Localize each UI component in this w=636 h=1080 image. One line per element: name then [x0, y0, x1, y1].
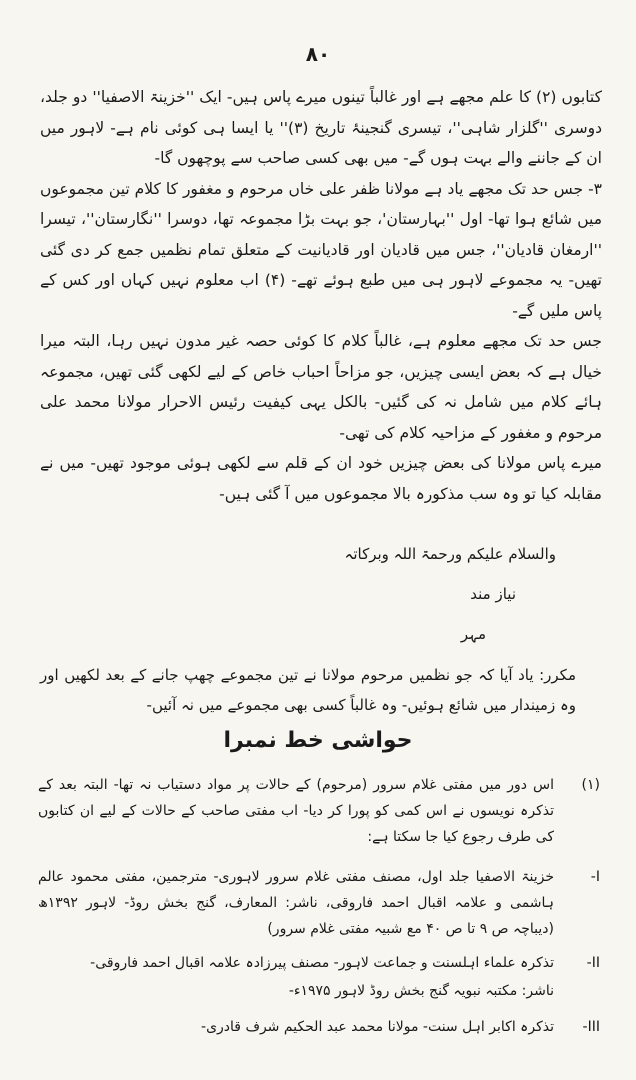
note-text: خزینۃ الاصفیا جلد اول، مصنف مفتی غلام سرور لاہوری- مترجمین، مفتی محمود عالم ہاشمی و علامہ اقبال احمد فاروقی، ناشر: المعارف، گنج بخش روڈ- لاہور ۱۳۹۲ھ (دیباچہ ص ۹ تا ص ۴۰ مع شبیہ مفتی غلام سرور) — [38, 869, 554, 937]
paragraph: میرے پاس مولانا کی بعض چیزیں خود ان کے قلم سے لکھی ہوئی موجود تھیں- میں نے مقابلہ کیا تو وہ سب مذکورہ بالا مجموعوں میں آ گئی ہیں- — [40, 454, 602, 503]
note-item — [38, 1014, 600, 1040]
note-number: III- — [582, 1019, 600, 1035]
paragraph: کتابوں (۲) کا علم مجھے ہے اور غالباً تینوں میرے پاس ہیں- ایک ''خزینۃ الاصفیا'' دو جلد، دوسری ''گلزار شاہی''، تیسری گنجینۂ تاریخ (۳)'' یا ایسا ہی کوئی نام ہے- لاہور میں ان کے جاننے والے بہت ہوں گے- میں بھی کسی صاحب سے پوچھوں گا- — [40, 88, 603, 167]
note-item — [38, 950, 600, 976]
note-publisher: ناشر: مکتبہ نبویہ گنج بخش روڈ لاہور ۱۹۷۵ء- — [288, 983, 554, 999]
note-number: II- — [586, 955, 600, 971]
footnotes — [38, 772, 600, 1048]
note-item — [38, 864, 600, 942]
note-text: اس دور میں مفتی غلام سرور (مرحوم) کے حالات پر مواد دستیاب نہ تھا- البتہ بعد کے تذکرہ نویسوں نے اس کمی کو پورا کر دیا- اب مفتی صاحب کے حالات کے لیے ان کتابوں کی طرف رجوع کیا جا سکتا ہے: — [38, 777, 554, 845]
closing-salutation: والسلام علیکم ورحمۃ اللہ وبرکاتہ — [344, 545, 556, 563]
notes-heading: حواشی خط نمبرا — [223, 728, 413, 753]
note-number: (۱) — [581, 777, 600, 793]
signature-name: مہر — [460, 625, 486, 643]
closing-signoff: نیاز مند — [470, 585, 516, 603]
note-text: تذکرہ اکابر اہل سنت- مولانا محمد عبد الحکیم شرف قادری- — [201, 1019, 554, 1035]
note-number: I- — [590, 869, 600, 885]
paragraph: ۳- جس حد تک مجھے یاد ہے مولانا ظفر علی خاں مرحوم و مغفور کا کلام تین مجموعوں میں شائع ہوا تھا- اول ''بہارستان'، جو بہت بڑا مجموعہ تھا، دوسرا ''نگارستان''، تیسرا ''ارمغان قادیان''، جس میں قادیان اور قادیانیت کے متعلق تمام نظمیں جمع کر دی گئی تھیں- یہ مجموعے لاہور ہی میں طبع ہوئے تھے- (۴) اب معلوم نہیں کہاں اور کس کے پاس ملیں گے- — [40, 179, 602, 320]
paragraph: جس حد تک مجھے معلوم ہے، غالباً کلام کا کوئی حصہ غیر مدون نہیں رہا، البتہ میرا خیال ہے کہ بعض ایسی چیزیں، جو مزاحاً احباب خاص کے لیے لکھی گئی تھیں، مجموعہ ہائے کلام میں شامل نہ کی گئیں- بالکل یہی کیفیت رئیس الاحرار مولانا محمد علی مرحوم و مغفور کے مزاحیہ کلام کی تھی- — [40, 332, 602, 442]
page-number: ۸۰ — [305, 42, 331, 66]
note-item — [38, 772, 600, 850]
letter-body — [40, 82, 602, 509]
note-text: تذکرہ علماء اہلسنت و جماعت لاہور- مصنف پیرزادہ علامہ اقبال احمد فاروقی- — [90, 955, 554, 971]
postscript: مکرر: یاد آیا کہ جو نظمیں مرحوم مولانا نے تین مجموعے چھپ جانے کے بعد لکھیں اور وہ زمیندار میں شائع ہوئیں- وہ غالباً کسی بھی مجموعے میں نہ آئیں- — [40, 666, 576, 714]
